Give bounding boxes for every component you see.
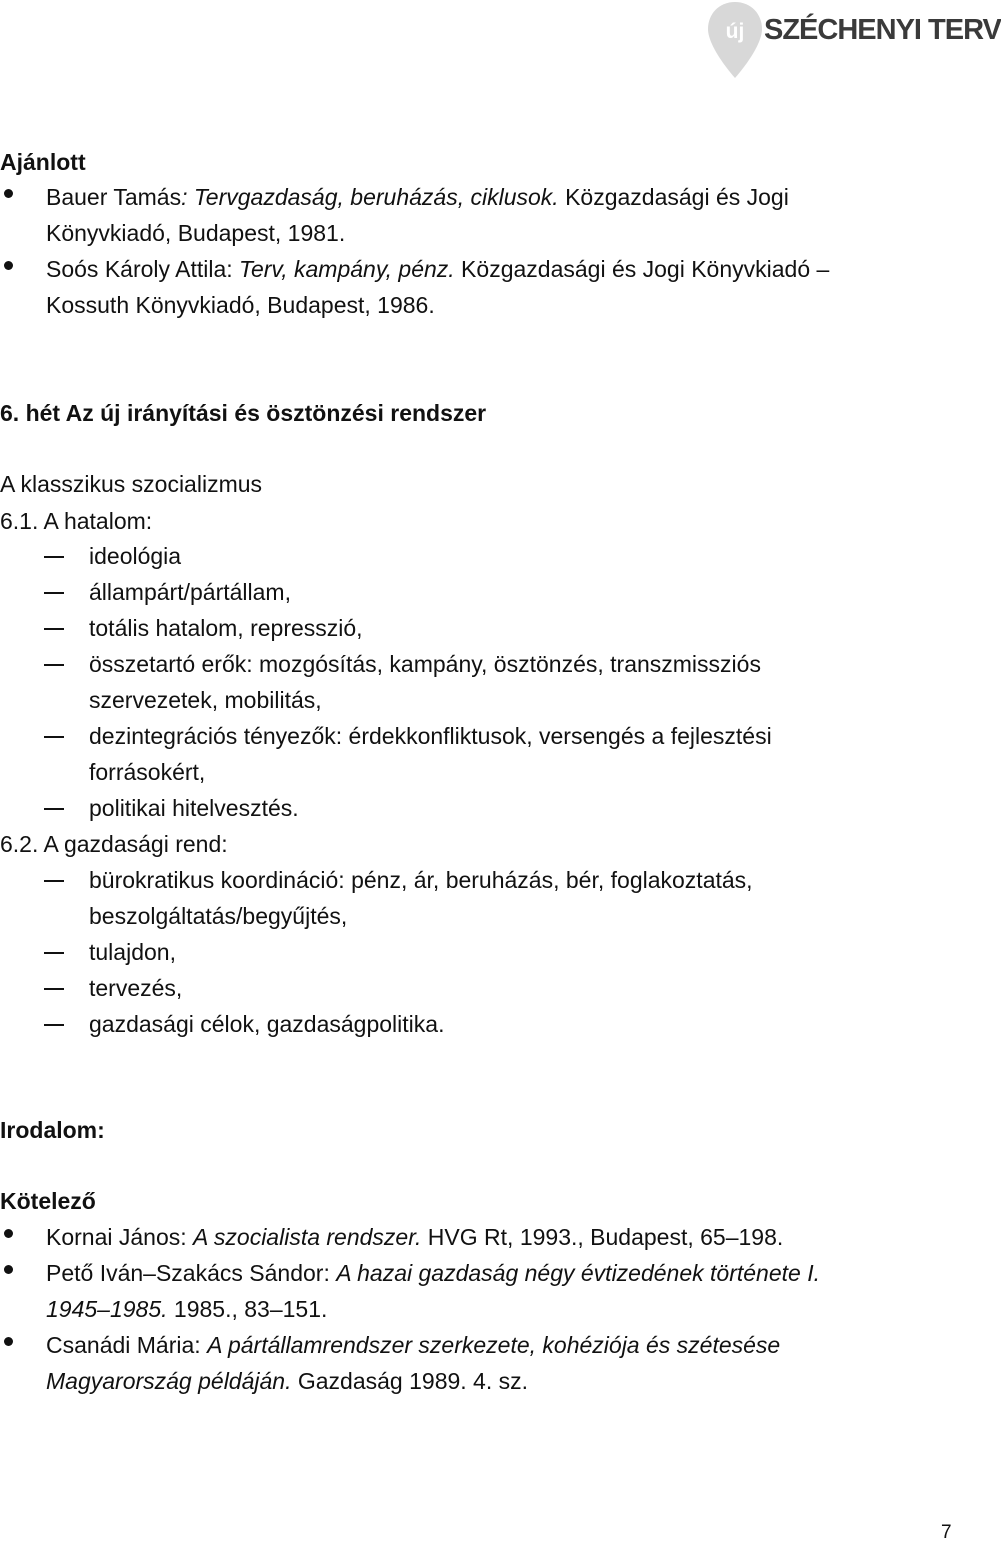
author: Soós Károly Attila: bbox=[46, 256, 240, 282]
subsection-heading-6-2: 6.2. A gazdasági rend: bbox=[0, 831, 228, 857]
required-reading-3-line-1 bbox=[46, 1330, 780, 1360]
list-item: tulajdon, bbox=[89, 939, 176, 965]
list-item: összetartó erők: mozgósítás, kampány, ösztönzés, transzmissziós bbox=[89, 651, 761, 677]
publisher: Közgazdasági és Jogi bbox=[558, 184, 789, 210]
page-number: 7 bbox=[941, 1522, 952, 1543]
publisher: Gazdaság 1989. 4. sz. bbox=[291, 1368, 529, 1394]
section-heading-ajanlott: Ajánlott bbox=[0, 149, 86, 175]
subsection-heading-6-1: 6.1. A hatalom: bbox=[0, 508, 153, 534]
bullet bbox=[4, 1265, 13, 1274]
dash-marker bbox=[44, 1024, 64, 1026]
dash-marker bbox=[44, 952, 64, 954]
book-title: Terv, kampány, pénz. bbox=[239, 256, 455, 282]
author: Pető Iván–Szakács Sándor: bbox=[46, 1260, 337, 1286]
dash-marker bbox=[44, 628, 64, 630]
book-title-continuation: Magyarország példáján. bbox=[46, 1368, 292, 1394]
book-title-continuation: 1945–1985. bbox=[46, 1296, 168, 1322]
required-reading-2-line-2 bbox=[46, 1294, 327, 1324]
publisher: HVG Rt, 1993., Budapest, 65–198. bbox=[421, 1224, 784, 1250]
author: Bauer Tamás bbox=[46, 184, 182, 210]
location-pin-icon bbox=[706, 0, 764, 80]
book-title: A hazai gazdaság négy évtizedének története I. bbox=[336, 1260, 820, 1286]
book-title: A pártállamrendszer szerkezete, kohéziója és szétesése bbox=[207, 1332, 781, 1358]
list-item: ideológia bbox=[89, 543, 182, 569]
author: Kornai János: bbox=[46, 1224, 194, 1250]
reading-item-1-line-2: Könyvkiadó, Budapest, 1981. bbox=[46, 220, 346, 246]
week-subtitle: A klasszikus szocializmus bbox=[0, 471, 263, 497]
author: Csanádi Mária: bbox=[46, 1332, 208, 1358]
list-item: gazdasági célok, gazdaságpolitika. bbox=[89, 1011, 445, 1037]
dash-marker bbox=[44, 736, 64, 738]
week-title: 6. hét Az új irányítási és ösztönzési rendszer bbox=[0, 400, 487, 426]
list-item: állampárt/pártállam, bbox=[89, 579, 291, 605]
logo-text: SZÉCHENYI TERV bbox=[764, 14, 1001, 46]
required-reading-3-line-2 bbox=[46, 1366, 528, 1396]
logo-pin-text: új bbox=[725, 20, 745, 43]
dash-marker bbox=[44, 808, 64, 810]
reading-item-2-line-2: Kossuth Könyvkiadó, Budapest, 1986. bbox=[46, 292, 435, 318]
dash-marker bbox=[44, 556, 64, 558]
publisher: 1985., 83–151. bbox=[167, 1296, 328, 1322]
list-item-continuation: szervezetek, mobilitás, bbox=[89, 687, 322, 713]
book-title: A szocialista rendszer. bbox=[193, 1224, 422, 1250]
dash-marker bbox=[44, 592, 64, 594]
szechenyi-terv-logo bbox=[702, 0, 1001, 80]
list-item: bürokratikus koordináció: pénz, ár, beruházás, bér, foglakoztatás, bbox=[89, 867, 753, 893]
list-item: tervezés, bbox=[89, 975, 183, 1001]
list-item-continuation: forrásokért, bbox=[89, 759, 206, 785]
list-item: dezintegrációs tényezők: érdekkonfliktusok, versengés a fejlesztési bbox=[89, 723, 772, 749]
bullet bbox=[4, 261, 13, 270]
dash-marker bbox=[44, 988, 64, 990]
list-item: totális hatalom, represszió, bbox=[89, 615, 363, 641]
list-item-continuation: beszolgáltatás/begyűjtés, bbox=[89, 903, 348, 929]
required-reading-2-line-1 bbox=[46, 1258, 820, 1288]
bullet bbox=[4, 189, 13, 198]
bullet bbox=[4, 1337, 13, 1346]
reading-item-2-line-1 bbox=[46, 254, 829, 284]
book-title: : Tervgazdaság, beruházás, ciklusok. bbox=[181, 184, 559, 210]
subheading-kotelezo: Kötelező bbox=[0, 1188, 96, 1214]
publisher: Közgazdasági és Jogi Könyvkiadó – bbox=[454, 256, 830, 282]
reading-item-1-line-1 bbox=[46, 182, 789, 212]
list-item: politikai hitelvesztés. bbox=[89, 795, 299, 821]
dash-marker bbox=[44, 880, 64, 882]
required-reading-1 bbox=[46, 1222, 783, 1252]
section-heading-irodalom: Irodalom: bbox=[0, 1117, 105, 1143]
dash-marker bbox=[44, 664, 64, 666]
bullet bbox=[4, 1229, 13, 1238]
